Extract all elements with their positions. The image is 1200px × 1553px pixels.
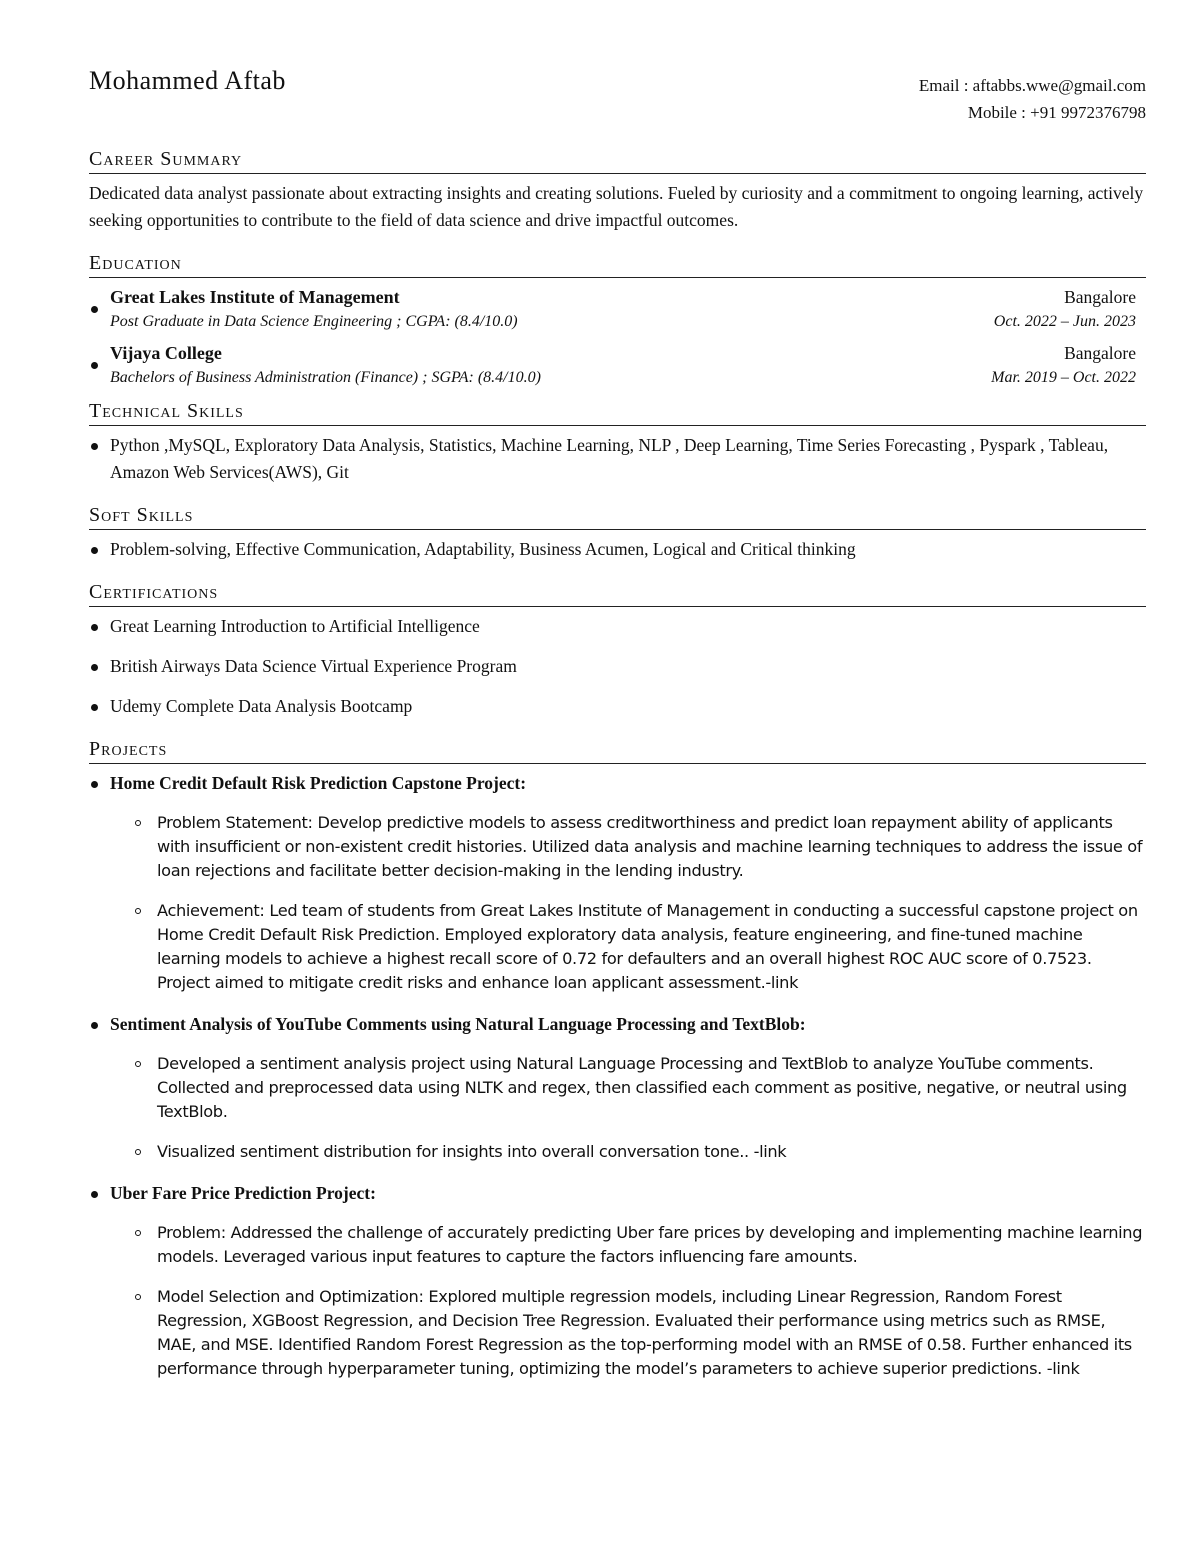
resume-header <box>89 64 1146 128</box>
list-item: Udemy Complete Data Analysis Bootcamp <box>89 693 1146 720</box>
project-title: Home Credit Default Risk Prediction Capstone Project: <box>110 773 527 793</box>
mobile-line: Mobile : +91 9972376798 <box>967 103 1146 122</box>
project-point[interactable]: Achievement: Led team of students from Great Lakes Institute of Management in conducting a successful capstone project on Home Credit Default Risk Prediction. Employed exploratory data analysis, feature engineering, and fine-tuned machine learning models to achieve a highest recall score of 0.72 for defaulters and an overall highest ROC AUC score of 0.7523. Project aimed to mitigate credit risks and enhance loan applicant assessment.-link <box>110 899 1146 995</box>
technical-skills-list <box>89 432 1146 486</box>
institution-location: Bangalore <box>1064 343 1136 363</box>
project-point: Developed a sentiment analysis project using Natural Language Processing and TextBlob to analyze YouTube comments. Collected and preprocessed data using NLTK and regex, then classified each comment as positive, negative, or neutral using TextBlob. <box>110 1052 1146 1124</box>
project-point[interactable]: Visualized sentiment distribution for insights into overall conversation tone.. -link <box>110 1140 1146 1164</box>
education-section <box>89 252 1146 390</box>
institution-location: Bangalore <box>1064 287 1136 307</box>
section-title: Projects <box>89 738 1146 764</box>
project-points <box>110 811 1146 995</box>
project-points <box>110 1052 1146 1164</box>
education-item <box>89 340 1146 390</box>
list-item: British Airways Data Science Virtual Experience Program <box>89 653 1146 680</box>
institution-name: Vijaya College <box>110 343 222 363</box>
section-title: Education <box>89 252 1146 278</box>
project-points <box>110 1221 1146 1381</box>
section-title: Technical Skills <box>89 400 1146 426</box>
certifications-list <box>89 613 1146 720</box>
project-point: Problem Statement: Develop predictive models to assess creditworthiness and predict loan repayment ability of applicants with insufficient or non-existent credit histories. Utilized data analysis and machine learning techniques to address the issue of loan rejections and facilitate better decision-making in the lending industry. <box>110 811 1146 883</box>
project-item <box>89 1011 1146 1164</box>
degree: Bachelors of Business Administration (Finance) ; SGPA: (8.4/10.0) <box>110 369 541 386</box>
projects-section <box>89 738 1146 1381</box>
list-item: Great Learning Introduction to Artificial Intelligence <box>89 613 1146 640</box>
degree: Post Graduate in Data Science Engineering ; CGPA: (8.4/10.0) <box>110 313 518 330</box>
resume-page <box>89 64 1146 1397</box>
education-dates: Mar. 2019 – Oct. 2022 <box>991 369 1136 386</box>
education-dates: Oct. 2022 – Jun. 2023 <box>993 313 1136 330</box>
soft-skills-list <box>89 536 1146 563</box>
candidate-name: Mohammed Aftab <box>89 66 286 95</box>
institution-name: Great Lakes Institute of Management <box>110 287 400 307</box>
contact-block <box>919 72 1146 126</box>
summary-text: Dedicated data analyst passionate about extracting insights and creating solutions. Fueled by curiosity and a commitment to ongoing learning, actively seeking opportunities to contribute to the field of data science and drive impactful outcomes. <box>89 183 1144 230</box>
section-title: Certifications <box>89 581 1146 607</box>
project-point: Problem: Addressed the challenge of accurately predicting Uber fare prices by developing and implementing machine learning models. Leveraged various input features to capture the factors influencing fare amounts. <box>110 1221 1146 1269</box>
email-line[interactable]: Email : aftabbs.wwe@gmail.com <box>918 76 1146 95</box>
section-title: Career Summary <box>89 148 1146 174</box>
soft-skills-section <box>89 504 1146 563</box>
section-title: Soft Skills <box>89 504 1146 530</box>
career-summary-section <box>89 148 1146 234</box>
certifications-section <box>89 581 1146 720</box>
project-title: Uber Fare Price Prediction Project: <box>110 1183 376 1203</box>
education-item <box>89 284 1146 334</box>
project-point[interactable]: Model Selection and Optimization: Explored multiple regression models, including Linear Regression, Random Forest Regression, XGBoost Regression, and Decision Tree Regression. Evaluated their performance using metrics such as RMSE, MAE, and MSE. Identified Random Forest Regression as the top-performing model with an RMSE of 0.58. Further enhanced its performance through hyperparameter tuning, optimizing the model’s parameters to achieve superior predictions. -link <box>110 1285 1146 1381</box>
projects-list <box>89 770 1146 1381</box>
project-title: Sentiment Analysis of YouTube Comments using Natural Language Processing and TextBlob: <box>110 1014 806 1034</box>
technical-skills-section <box>89 400 1146 486</box>
project-item <box>89 1180 1146 1381</box>
list-item: Python ,MySQL, Exploratory Data Analysis, Statistics, Machine Learning, NLP , Deep Learning, Time Series Forecasting , Pyspark , Tableau, Amazon Web Services(AWS), Git <box>89 432 1146 486</box>
project-item <box>89 770 1146 995</box>
list-item: Problem-solving, Effective Communication, Adaptability, Business Acumen, Logical and Critical thinking <box>89 536 1146 563</box>
